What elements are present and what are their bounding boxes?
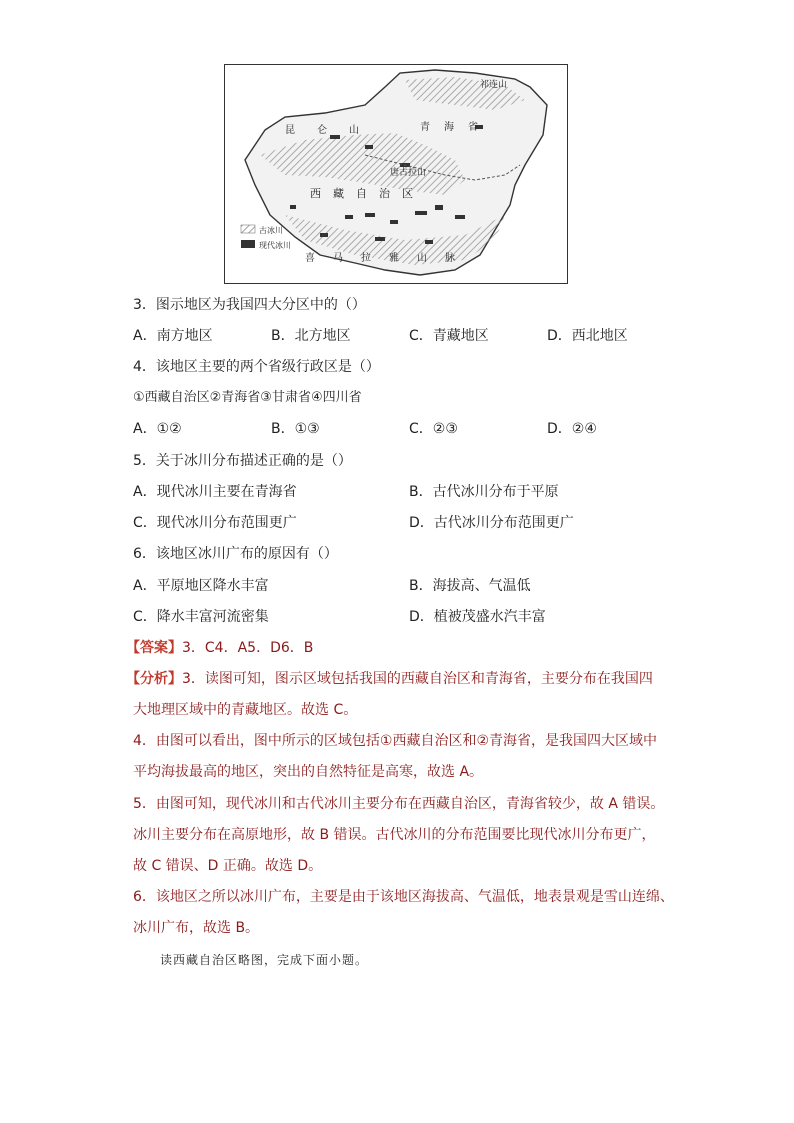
q3-option-d: D．西北地区 — [547, 328, 628, 344]
legend-modern: 现代冰川 — [259, 241, 291, 250]
label-qilian: 祁连山 — [480, 80, 508, 90]
answer-line — [126, 638, 313, 658]
analysis-line-1 — [126, 669, 653, 689]
analysis-line-7: 故 C 错误、D 正确。故选 D。 — [133, 858, 323, 874]
q6-option-d: D．植被茂盛水汽丰富 — [409, 609, 546, 625]
q4-option-a: A．①② — [133, 421, 182, 437]
question-4-stem: 4．该地区主要的两个省级行政区是（） — [133, 359, 380, 375]
glacier-map — [224, 64, 568, 284]
q5-option-b: B．古代冰川分布于平原 — [409, 484, 559, 500]
label-himalaya: 喜马拉雅山脉 — [305, 253, 473, 264]
label-tibet: 西藏自治区 — [310, 187, 425, 200]
analysis-line-5: 5．由图可知，现代冰川和古代冰川主要分布在西藏自治区，青海省较少，故 A 错误。 — [133, 796, 665, 812]
q5-option-d: D．古代冰川分布范围更广 — [409, 515, 574, 531]
map-graphic — [225, 65, 567, 283]
q6-option-c: C．降水丰富河流密集 — [133, 609, 269, 625]
answer-text: 3．C4．A5．D6．B — [182, 640, 314, 656]
q6-option-b: B．海拔高、气温低 — [409, 578, 531, 594]
question-5-stem: 5．关于冰川分布描述正确的是（） — [133, 453, 352, 469]
analysis-line-8: 6．该地区之所以冰川广布，主要是由于该地区海拔高、气温低，地表景观是雪山连绵、 — [133, 889, 674, 905]
label-qinghai: 青海省 — [420, 122, 492, 133]
answer-tag: 【答案】 — [126, 640, 182, 656]
q5-option-c: C．现代冰川分布范围更广 — [133, 515, 297, 531]
q4-option-b: B．①③ — [271, 421, 320, 437]
q3-option-b: B．北方地区 — [271, 328, 351, 344]
label-kunlun: 昆仑山 — [285, 125, 381, 136]
analysis-text: 3．读图可知，图示区域包括我国的西藏自治区和青海省，主要分布在我国四 — [182, 671, 653, 687]
analysis-tag: 【分析】 — [126, 671, 182, 687]
next-question-intro: 读西藏自治区略图，完成下面小题。 — [160, 953, 369, 967]
analysis-line-4: 平均海拔最高的地区，突出的自然特征是高寒，故选 A。 — [133, 764, 484, 780]
analysis-line-3: 4．由图可以看出，图中所示的区域包括①西藏自治区和②青海省，是我国四大区域中 — [133, 733, 658, 749]
q5-option-a: A．现代冰川主要在青海省 — [133, 484, 297, 500]
question-4-note: ①西藏自治区②青海省③甘肃省④四川省 — [133, 390, 362, 405]
label-tanggula: 唐古拉山 — [390, 168, 427, 178]
q4-option-d: D．②④ — [547, 421, 597, 437]
legend-modern-swatch — [241, 240, 255, 248]
q3-option-a: A．南方地区 — [133, 328, 213, 344]
q3-option-c: C．青藏地区 — [409, 328, 489, 344]
question-6-stem: 6．该地区冰川广布的原因有（） — [133, 546, 338, 562]
legend-ancient: 古冰川 — [259, 226, 283, 235]
legend-ancient-swatch — [241, 225, 255, 233]
q6-option-a: A．平原地区降水丰富 — [133, 578, 269, 594]
analysis-line-2: 大地理区域中的青藏地区。故选 C。 — [133, 702, 358, 718]
question-3-stem: 3．图示地区为我国四大分区中的（） — [133, 297, 366, 313]
analysis-line-6: 冰川主要分布在高原地形，故 B 错误。古代冰川的分布范围要比现代冰川分布更广， — [133, 827, 656, 843]
q4-option-c: C．②③ — [409, 421, 458, 437]
analysis-line-9: 冰川广布，故选 B。 — [133, 920, 260, 936]
